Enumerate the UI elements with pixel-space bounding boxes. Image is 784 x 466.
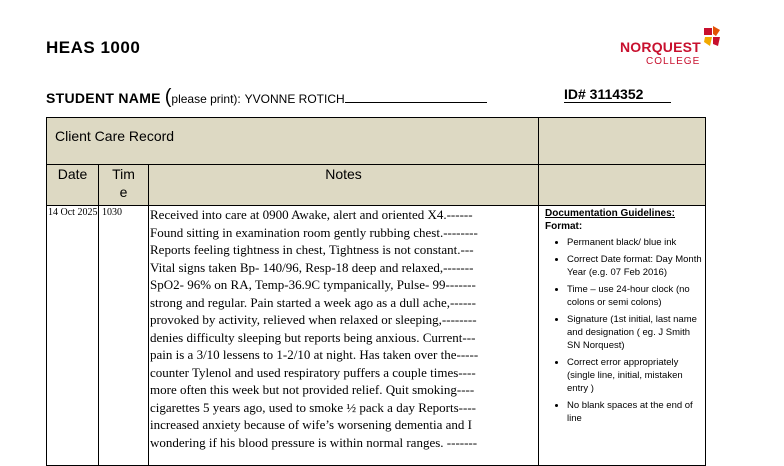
- logo-subtitle: COLLEGE: [646, 56, 701, 67]
- note-line: pain is a 3/10 lessens to 1-2/10 at night. Has taken over the-----: [150, 347, 479, 362]
- guidelines-title: Documentation Guidelines:: [545, 208, 676, 219]
- record-title-right-cell: [539, 118, 706, 165]
- guideline-item: • No blank spaces at the end of line: [567, 399, 705, 425]
- col-header-blank: [539, 165, 706, 206]
- logo-wordmark: NORQUEST: [620, 39, 701, 55]
- guideline-item: • Correct Date format: Day Month Year (e.g. 07 Feb 2016): [567, 253, 705, 279]
- record-title: Client Care Record: [47, 118, 539, 165]
- guidelines-format-label: Format:: [545, 221, 583, 232]
- col-header-notes: Notes: [149, 165, 539, 206]
- entry-date[interactable]: 14 Oct 2025: [47, 206, 99, 466]
- guideline-item: • Time – use 24-hour clock (no colons or semi colons): [567, 283, 705, 309]
- note-line: Found sitting in examination room gently rubbing chest.--------: [150, 224, 478, 240]
- guideline-item: • Signature (1st initial, last name and designation ( eg. J Smith SN Norquest): [567, 313, 705, 352]
- student-name-label: STUDENT NAME: [46, 90, 161, 106]
- name-underline: [345, 102, 487, 103]
- note-line: Reports feeling tightness in chest, Tightness is not constant.---: [150, 242, 474, 257]
- college-logo: [616, 24, 722, 70]
- note-line: denies difficulty sleeping but reports being anxious. Current---: [150, 329, 476, 345]
- note-line: Received into care at 0900 Awake, alert and oriented X4.------: [150, 207, 473, 222]
- student-info-line: [46, 86, 706, 106]
- note-line: wondering if his blood pressure is within normal ranges. -------: [150, 434, 478, 450]
- note-line: SpO2- 96% on RA, Temp-36.9C tympanically, Pulse- 99-------: [150, 277, 476, 292]
- note-line: more often this week but not provided relief. Quit smoking----: [150, 382, 475, 397]
- guidelines-list: [545, 236, 705, 425]
- note-line: increased anxiety because of wife’s worsening dementia and I: [150, 417, 472, 432]
- please-print-label: please print):: [171, 92, 241, 106]
- note-line: provoked by activity, relieved when relaxed or sleeping,--------: [150, 312, 477, 327]
- note-line: Vital signs taken Bp- 140/96, Resp-18 deep and relaxed,-------: [150, 259, 474, 275]
- col-header-date: Date: [47, 165, 99, 206]
- logo-mark-icon: [702, 26, 722, 48]
- course-code: HEAS 1000: [46, 38, 141, 57]
- guideline-item: • Permanent black/ blue ink: [567, 236, 705, 249]
- student-name-value[interactable]: YVONNE ROTICH: [244, 92, 345, 106]
- entry-time[interactable]: 1030: [99, 206, 149, 466]
- documentation-guidelines: [539, 206, 706, 466]
- note-line: strong and regular. Pain started a week ago as a dull ache,------: [150, 294, 476, 310]
- col-header-time: Time: [99, 165, 149, 206]
- client-care-record-table: [46, 117, 706, 466]
- student-id[interactable]: ID# 3114352: [564, 86, 671, 103]
- entry-notes[interactable]: [149, 206, 539, 466]
- note-line: counter Tylenol and used respiratory puffers a couple times----: [150, 364, 476, 380]
- paren-open: (: [164, 86, 172, 108]
- note-line: cigarettes 5 years ago, used to smoke ½ pack a day Reports----: [150, 399, 476, 415]
- guideline-item: • Correct error appropriately (single line, initial, mistaken entry ): [567, 356, 705, 395]
